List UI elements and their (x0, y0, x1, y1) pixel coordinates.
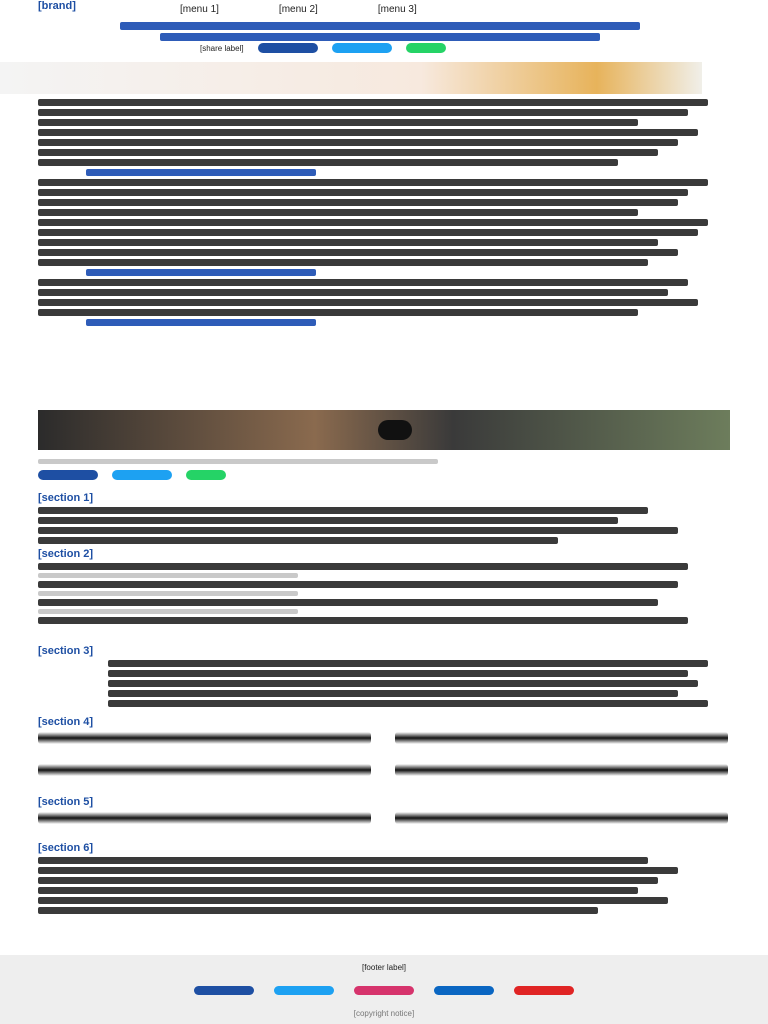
whatsapp-share-button[interactable] (406, 43, 446, 53)
article-body (38, 96, 728, 329)
section-title: [section 6] (38, 842, 94, 854)
play-icon[interactable] (378, 420, 412, 440)
other-news (38, 548, 728, 627)
video-thumbnail[interactable] (395, 732, 728, 744)
menu-item[interactable]: [menu 2] (278, 4, 318, 15)
facebook-icon[interactable] (194, 986, 254, 995)
menu-item[interactable]: [menu 1] (180, 4, 219, 15)
article-title (80, 22, 680, 41)
menu-item[interactable]: [menu 3] (377, 4, 417, 15)
footer-label: [footer label] (361, 963, 407, 972)
section-title: [section 1] (38, 492, 94, 504)
video-thumbnail[interactable] (38, 764, 371, 776)
share-bar (200, 43, 446, 53)
facebook-share-button[interactable] (258, 43, 318, 53)
top-menu (180, 4, 417, 15)
copyright: [copyright notice] (353, 1009, 415, 1018)
youtube-icon[interactable] (514, 986, 574, 995)
twitter-share-button[interactable] (332, 43, 392, 53)
section-title: [section 3] (38, 645, 94, 657)
photo-thumbnail[interactable] (38, 812, 371, 824)
section-title: [section 2] (38, 548, 94, 560)
photo-section (38, 796, 728, 824)
twitter-share-button[interactable] (112, 470, 172, 480)
tags-and-share (38, 456, 728, 480)
footer (0, 955, 768, 1024)
brand-logo[interactable]: [brand] (38, 0, 76, 12)
linkedin-icon[interactable] (434, 986, 494, 995)
facebook-share-button[interactable] (38, 470, 98, 480)
hero-image (0, 62, 702, 94)
photo-thumbnail[interactable] (395, 812, 728, 824)
whatsapp-share-button[interactable] (186, 470, 226, 480)
video-banner[interactable] (38, 410, 730, 450)
twitter-icon[interactable] (274, 986, 334, 995)
top-bar (0, 0, 768, 20)
video-section (38, 716, 728, 776)
instagram-icon[interactable] (354, 986, 414, 995)
section-title: [section 4] (38, 716, 94, 728)
network-section (38, 842, 728, 917)
share-label: [share label] (200, 43, 244, 53)
popular-news (38, 645, 728, 710)
video-thumbnail[interactable] (395, 764, 728, 776)
related-news (38, 492, 728, 547)
section-title: [section 5] (38, 796, 94, 808)
video-thumbnail[interactable] (38, 732, 371, 744)
